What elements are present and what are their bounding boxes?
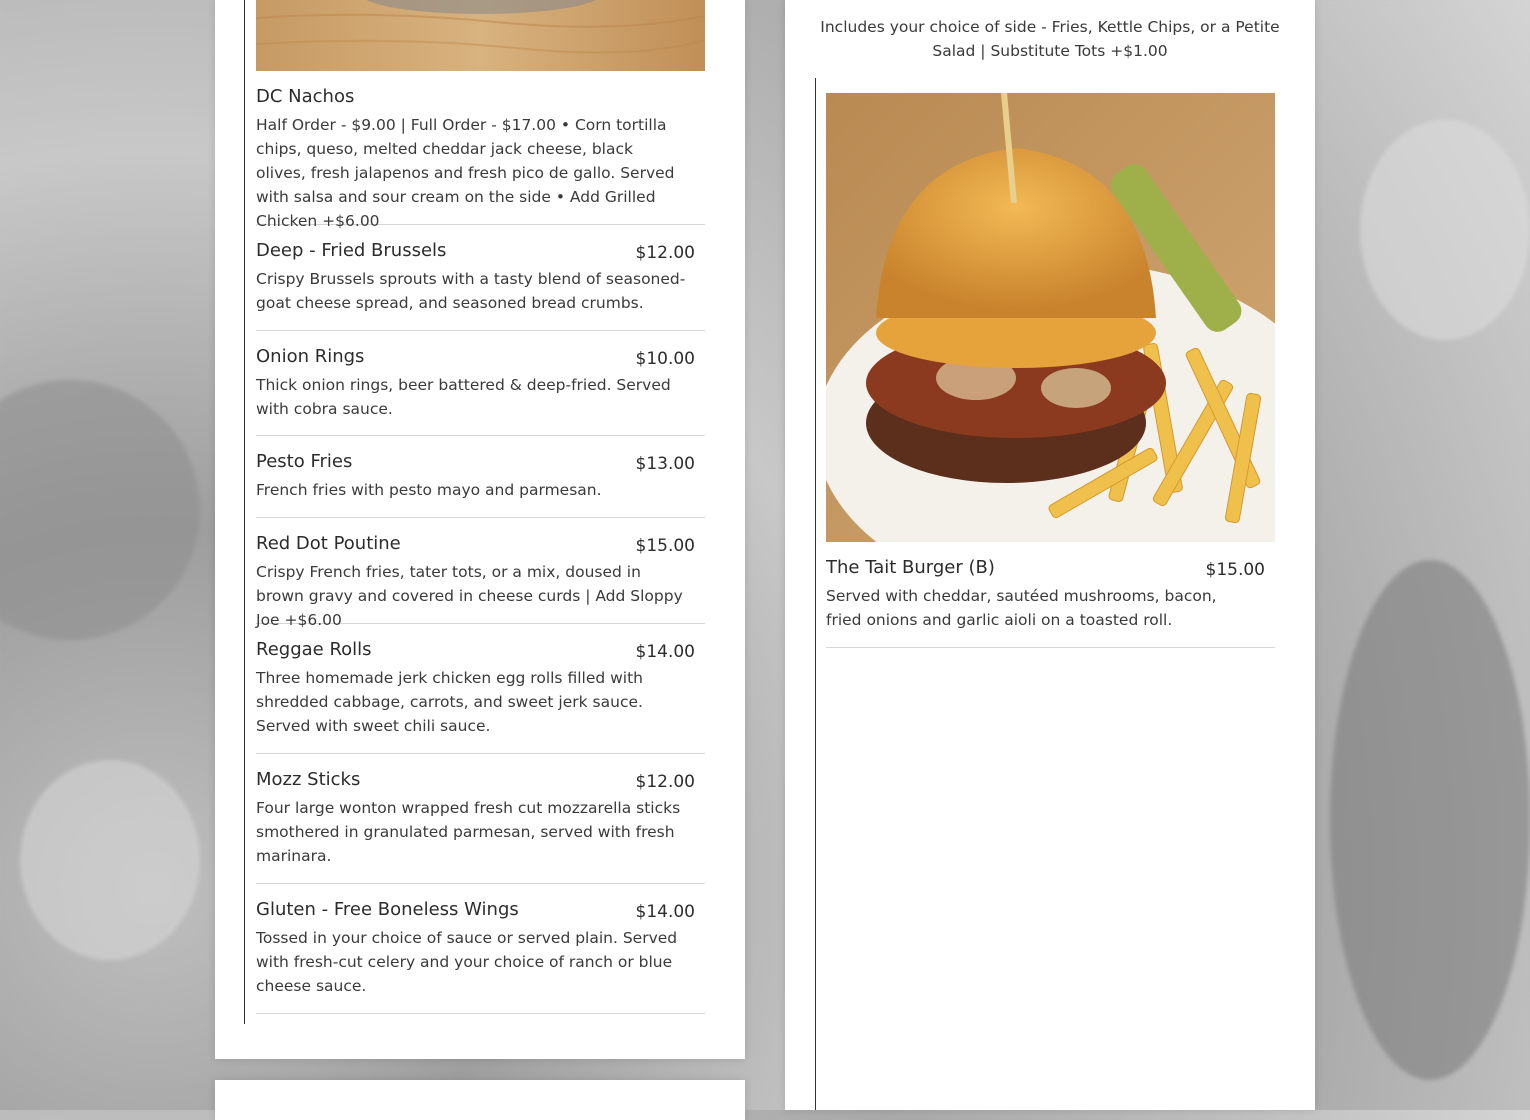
menu-item <box>256 86 705 230</box>
item-description: Crispy French fries, tater tots, or a mix, doused in brown gravy and covered in cheese curds | Add Sloppy Joe +$6.00 <box>256 563 683 629</box>
background-decoration <box>1330 560 1530 1080</box>
item-name: DC Nachos <box>256 86 355 107</box>
item-price: $10.00 <box>635 349 695 369</box>
menu-item <box>256 346 705 436</box>
side-note: Includes your choice of side - Fries, Kettle Chips, or a Petite Salad | Substitute Tots +$1.00 <box>820 18 1280 60</box>
item-name: Mozz Sticks <box>256 769 361 790</box>
item-description: Thick onion rings, beer battered & deep-fried. Served with cobra sauce. <box>256 376 671 418</box>
item-price: $14.00 <box>635 642 695 662</box>
section-divider-line <box>815 78 816 1110</box>
item-name: Gluten - Free Boneless Wings <box>256 899 519 920</box>
burger-photo <box>826 93 1275 542</box>
menu-item <box>256 533 705 629</box>
item-name: Deep - Fried Brussels <box>256 240 447 261</box>
item-price: $12.00 <box>635 772 695 792</box>
background-decoration <box>1360 120 1530 340</box>
item-description: French fries with pesto mayo and parmesan. <box>256 481 602 499</box>
next-section-card <box>215 1080 745 1120</box>
menu-item <box>826 557 1275 648</box>
item-name: The Tait Burger (B) <box>826 557 995 578</box>
menu-item <box>256 451 705 518</box>
menu-item <box>256 899 705 1014</box>
item-price: $14.00 <box>635 902 695 922</box>
background-decoration <box>20 760 200 960</box>
item-description: Four large wonton wrapped fresh cut mozzarella sticks smothered in granulated parmesan, served with fresh marinara. <box>256 799 681 865</box>
item-description: Tossed in your choice of sauce or served plain. Served with fresh-cut celery and your choice of ranch or blue cheese sauce. <box>256 929 678 995</box>
section-divider-line <box>244 0 245 1024</box>
item-description: Served with cheddar, sautéed mushrooms, bacon, fried onions and garlic aioli on a toasted roll. <box>826 587 1217 629</box>
menu-item <box>256 639 705 754</box>
item-price: $15.00 <box>635 536 695 556</box>
item-description: Crispy Brussels sprouts with a tasty blend of seasoned-goat cheese spread, and seasoned bread crumbs. <box>256 270 686 312</box>
item-price: $13.00 <box>635 454 695 474</box>
menu-item <box>256 240 705 331</box>
item-description: Half Order - $9.00 | Full Order - $17.00 • Corn tortilla chips, queso, melted cheddar jack cheese, black olives, fresh jalapenos and fresh pico de gallo. Served with salsa and sour cream on the side • Add Grilled Chicken +$6.00 <box>256 116 675 230</box>
item-price: $12.00 <box>635 243 695 263</box>
item-name: Pesto Fries <box>256 451 353 472</box>
item-name: Onion Rings <box>256 346 365 367</box>
item-name: Red Dot Poutine <box>256 533 401 554</box>
item-name: Reggae Rolls <box>256 639 372 660</box>
menu-item <box>256 769 705 884</box>
background-decoration <box>0 380 200 640</box>
item-description: Three homemade jerk chicken egg rolls filled with shredded cabbage, carrots, and sweet jerk sauce. Served with sweet chili sauce. <box>256 669 644 735</box>
item-price: $15.00 <box>1205 560 1265 580</box>
appetizer-photo <box>256 0 705 71</box>
